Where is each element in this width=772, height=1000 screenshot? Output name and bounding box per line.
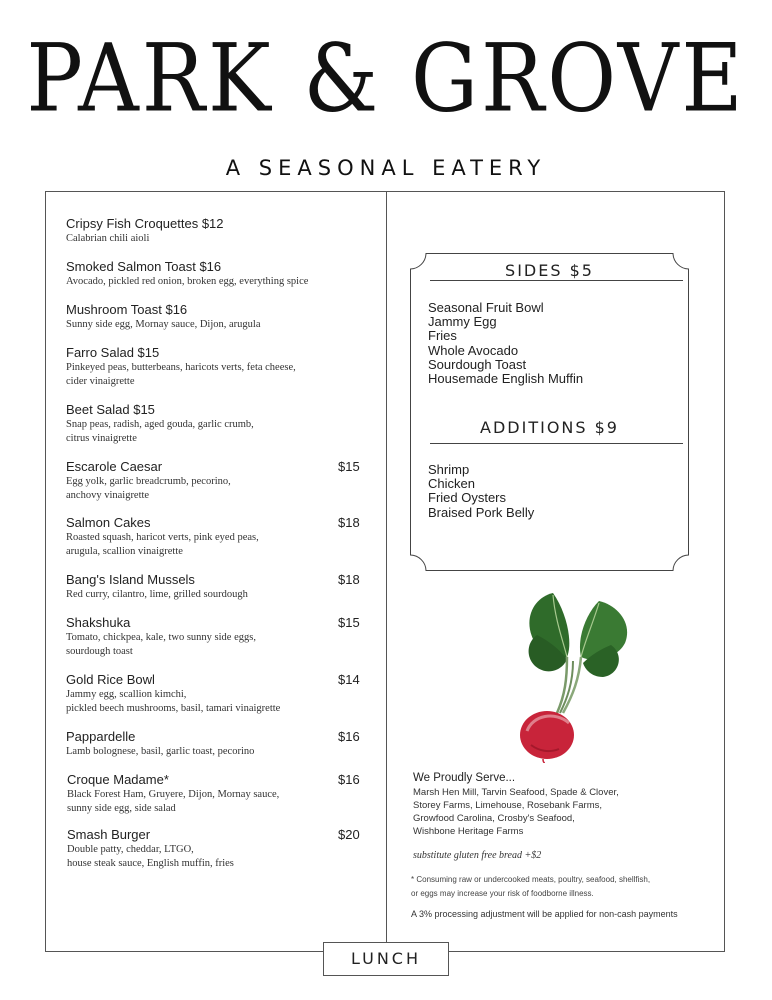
menu-item (66, 302, 366, 332)
tagline: A SEASONAL EATERY (225, 156, 547, 180)
list-item: Fried Oysters (428, 490, 507, 506)
menu-item-desc: Egg yolk, garlic breadcrumb, pecorino, anchovy vinaigrette (66, 476, 231, 501)
menu-item-desc: Jammy egg, scallion kimchi, pickled beech mushrooms, basil, tamari vinaigrette (66, 689, 281, 714)
menu-item-name: Beet Salad $15 (66, 402, 155, 417)
menu-item (66, 345, 366, 388)
menu-item-desc: Pinkeyed peas, butterbeans, haricots verts, feta cheese, cider vinaigrette (66, 362, 296, 387)
menu-item-price: $20 (338, 827, 360, 842)
menu-item (66, 672, 366, 715)
menu-item-desc: Double patty, cheddar, LTGO, house steak sauce, English muffin, fries (67, 844, 234, 869)
list-item: Fries (428, 328, 457, 344)
column-divider (386, 191, 387, 952)
processing-note: A 3% processing adjustment will be applied for non-cash payments (411, 909, 678, 919)
sourcing-title: We Proudly Serve... (413, 772, 516, 784)
menu-item-name: Smash Burger (67, 827, 151, 842)
menu-item-name: Salmon Cakes (66, 515, 151, 530)
menu-item (66, 459, 366, 502)
menu-item-desc: Calabrian chili aioli (66, 233, 150, 244)
menu-item-desc: Lamb bolognese, basil, garlic toast, pecorino (66, 746, 255, 757)
menu-item-desc: Sunny side egg, Mornay sauce, Dijon, arugula (66, 319, 261, 330)
menu-item-name: Smoked Salmon Toast $16 (66, 259, 222, 274)
menu-item-name: Bang's Island Mussels (66, 572, 195, 587)
sides-list (428, 301, 583, 386)
menu-item-desc: Roasted squash, haricot verts, pink eyed peas, arugula, scallion vinaigrette (66, 532, 259, 557)
menu-item-price: $16 (338, 729, 360, 744)
radish-illustration-icon (515, 583, 635, 763)
menu-item-desc: Red curry, cilantro, lime, grilled sourdough (66, 589, 248, 600)
menu-item-name: Mushroom Toast $16 (66, 302, 188, 317)
list-item: Housemade English Muffin (428, 371, 584, 387)
list-item: Chicken (428, 476, 475, 492)
menu-item-name: Farro Salad $15 (66, 345, 160, 360)
meal-period-label: LUNCH (323, 942, 449, 976)
menu-item (66, 259, 366, 289)
menu-item-price: $14 (338, 672, 360, 687)
menu-item-desc: Snap peas, radish, aged gouda, garlic crumb, citrus vinaigrette (66, 419, 254, 444)
menu-item-desc: Tomato, chickpea, kale, two sunny side eggs, sourdough toast (66, 632, 256, 657)
list-item: Whole Avocado (428, 342, 519, 358)
menu-item-name: Escarole Caesar (66, 459, 163, 474)
menu-item (66, 402, 366, 445)
list-item: Sourdough Toast (428, 356, 527, 372)
menu-item-name: Cripsy Fish Croquettes $12 (66, 216, 224, 231)
sides-additions-box (410, 253, 689, 571)
additions-rule (430, 443, 683, 444)
gluten-free-note: substitute gluten free bread +$2 (413, 850, 542, 861)
menu-item (67, 772, 367, 815)
list-item: Seasonal Fruit Bowl (428, 300, 544, 315)
menu-item (66, 729, 366, 759)
menu-item-name: Croque Madame* (67, 772, 169, 787)
menu-item (67, 827, 367, 870)
menu-item-price: $18 (338, 572, 360, 587)
menu-item-price: $15 (338, 459, 360, 474)
list-item: Jammy Egg (428, 314, 497, 330)
list-item: Shrimp (428, 462, 470, 477)
menu-item-price: $16 (338, 772, 360, 787)
menu-item-name: Pappardelle (66, 729, 136, 744)
menu-item (66, 515, 366, 558)
food-safety-warning: * Consuming raw or undercooked meats, poultry, seafood, shellfish, or eggs may increase your risk of foodborne illness. (411, 875, 651, 898)
additions-list (428, 463, 534, 520)
menu-item-price: $18 (338, 515, 360, 530)
sourcing-block (413, 771, 713, 838)
sides-heading: SIDES $5 (505, 261, 594, 280)
menu-item-desc: Avocado, pickled red onion, broken egg, everything spice (66, 276, 309, 287)
menu-item (66, 216, 366, 246)
list-item: Braised Pork Belly (428, 504, 535, 520)
additions-heading: ADDITIONS $9 (480, 418, 619, 437)
menu-item-name: Gold Rice Bowl (66, 672, 155, 687)
sourcing-list: Marsh Hen Mill, Tarvin Seafood, Spade & Clover, Storey Farms, Limehouse, Rosebank Farms, Growfood Carolina, Crosby's Seafood, Wishbone Heritage Farms (413, 787, 619, 837)
menu-item-name: Shakshuka (66, 615, 131, 630)
sides-rule (430, 280, 683, 281)
menu-item-desc: Black Forest Ham, Gruyere, Dijon, Mornay sauce, sunny side egg, side salad (67, 789, 280, 814)
menu-item (66, 615, 366, 658)
menu-item (66, 572, 366, 602)
restaurant-name: PARK & GROVE (26, 23, 746, 133)
menu-item-price: $15 (338, 615, 360, 630)
